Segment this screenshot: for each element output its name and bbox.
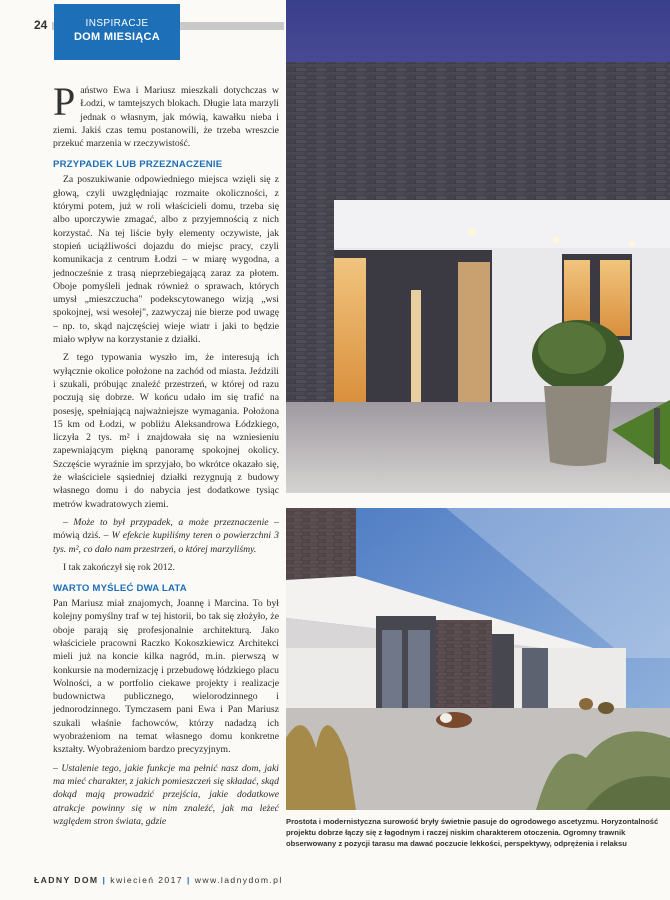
quote-2: – Ustalenie tego, jakie funkcje ma pełnić nasz dom, jaki ma mieć charakter, z jakich pomieszczeń się składać, skąd dokąd mają prowadzić przejścia, jakie dodatkowe atrakcje powinny się w nim znaleźć, jak ma leżeć względem stron świata, gdzie	[53, 762, 279, 827]
page-footer	[34, 875, 283, 885]
photo-caption: Prostota i modernistyczna surowość bryły świetnie pasuje do ogrodowego ascetyzmu. Horyzontalność projektu dobrze łączy się z łagodnym i raczej niskim charakterem otoczenia. Ogromny trawnik obserwowany z pozycji tarasu ma dawać poczucie lekkości, perspektywy, odprężenia i relaksu	[286, 817, 659, 848]
section-tag	[54, 4, 180, 60]
quote-1	[53, 516, 279, 556]
quote-1-b: – mówią dziś.	[53, 516, 279, 542]
section-title: DOM MIESIĄCA	[73, 31, 161, 43]
issue-date: kwiecień 2017	[110, 875, 183, 885]
section-category: INSPIRACJE	[85, 18, 149, 29]
page-number: 24	[34, 18, 48, 32]
paragraph-4: Pan Mariusz miał znajomych, Joannę i Marcina. To był kolejny pomyślny traf w tej historii, bo tak się złożyło, że oboje parają się profesjonalnie architekturą. Jako właściciele pracowni Raczko Kokoszkiewicz Architekci mieli już na koncie kilka nagród, m.in. pierwszą w konkursie na modernizację i przebudowę łódzkiego placu Wolności, a w portfolio ciekawe projekty i realizacje budownictwa publicznego, wielorodzinnego i jednorodzinnego. Tymczasem pani Ewa i Pan Mariusz szukali właśnie fachowców, którzy nadadzą ich wyobrażeniom na temat własnego domu konkretne kształty. Wyobrażeniom bardzo precyzyjnym.	[53, 598, 279, 756]
house-entrance-photo	[286, 0, 670, 493]
house-terrace-illustration	[286, 508, 670, 810]
magazine-name: ŁADNY DOM	[34, 875, 99, 885]
drop-cap: P	[53, 79, 76, 124]
paragraph-1: Za poszukiwanie odpowiedniego miejsca wzięli się z głową, czyli uwzględniając rozmaite okoliczności, z którymi potem, już w roli właścicieli domu, trzeba się albo uporczywie zmagać, albo z przyjemnością z nich korzystać. Na tej liście były elementy oczywiste, jak stopień uciążliwości dojazdu do miejsc pracy, czyli komunikacja z centrum Łodzi – w miarę wygodna, a jednocześnie z trasą nieprzebiegającą zaraz za płotem. Oboje pomyśleli jednak również o sprawach, których umysł „mieszczucha" podekscytowanego wizją „wsi spokojnej, wsi wesołej", zazwyczaj nie bierze pod uwagę – np. to, skąd najczęściej wieje wiatr i jaki to będzie miało wpływ na korzystanie z działki.	[53, 174, 279, 346]
paragraph-2: Z tego typowania wyszło im, że interesują ich wyłącznie okolice położone na zachód od miasta. Jeździli i szukali, próbując znaleźć przestrzeń, w której od razu poczują się dobrze. W końcu udało im się trafić na posesję, spełniającą najważniejsze wymagania. Położona 15 km od Łodzi, w pobliżu Aleksandrowa Łódzkiego, liczyła 2 tys. m² i znajdowała się na wzniesieniu zapewniającym piękną panoramę spokojnej okolicy. Szczęście wyraźnie im sprzyjało, bo wkrótce okazało się, że właściciele sąsiedniej działki rezygnują z budowy własnego domu i do nabycia jest dodatkowe tysiąc metrów kwadratowych ziemi.	[53, 352, 279, 510]
quote-1-c: – W efekcie kupiliśmy teren o powierzchni 3 tys. m², co dało nam przestrzeń, o której marzyliśmy.	[53, 530, 279, 555]
quote-1-a: – Może to był przypadek, a może przeznaczenie	[63, 516, 269, 528]
subheading-2: WARTO MYŚLEĆ DWA LATA	[53, 583, 187, 595]
article-column	[53, 79, 279, 828]
intro-paragraph	[53, 79, 279, 150]
house-terrace-photo	[286, 508, 670, 810]
footer-separator: |	[102, 875, 107, 885]
intro-text: aństwo Ewa i Mariusz mieszkali dotychczas w Łodzi, w tamtejszych blokach. Długie lata marzyli jednak o własnym, jak mówią, kawałku nieba i ziemi. Jakiś czas temu postanowili, że trzeba wreszcie przekuć marzenia w rzeczywistość.	[53, 85, 279, 150]
footer-separator: |	[186, 875, 191, 885]
subheading-1: PRZYPADEK LUB PRZEZNACZENIE	[53, 159, 223, 171]
magazine-url: www.ladnydom.pl	[194, 875, 283, 885]
paragraph-3: I tak zakończył się rok 2012.	[63, 561, 175, 573]
house-entrance-illustration	[286, 0, 670, 493]
